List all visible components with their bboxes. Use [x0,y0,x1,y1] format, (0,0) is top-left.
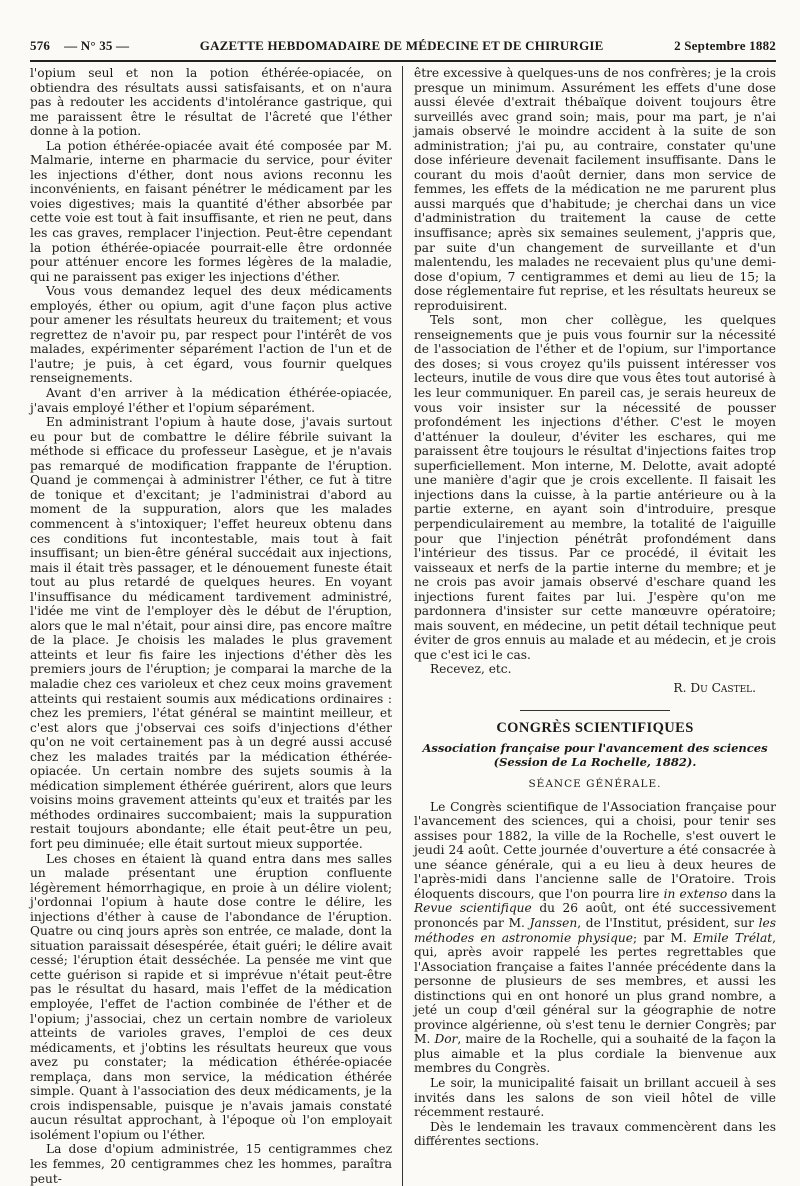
paragraph: Le Congrès scientifique de l'Association française pour l'avancement des sciences, qui a choisi, pour tenir ses assises pour 1882, la ville de la Rochelle, s'est ouvert le jeudi 24 août. Cette journée d'ouverture a été consacrée à une séance générale, qui a eu lieu à deux heures de l'après-midi dans l'ancienne salle de l'Oratoire. Trois éloquents discours, que l'on pourra lire in extenso dans la Revue scientifique du 26 août, ont été successivement prononcés par M. Janssen, de l'Institut, président, sur les méthodes en astronomie physique; par M. Emile Trélat, qui, après avoir rappelé les pertes regrettables que l'Association française a faites l'année précédente dans la personne de plusieurs de ses membres, et aussi les distinctions qui en ont honoré un plus grand nombre, a jeté un coup d'œil général sur la géographie de notre province algérienne, où s'est tenu le dernier Congrès; par M. Dor, maire de la Rochelle, qui a souhaité de la façon la plus aimable et la plus cordiale la bienvenue aux membres du Congrès. [414,799,777,1076]
paragraph: Recevez, etc. [430,662,512,677]
right-column [403,66,776,1186]
paragraph: La potion éthérée-opiacée avait été composée par M. Malmarie, interne en pharmacie du service, pour éviter les injections d'éther, dont nous avions reconnu les inconvénients, en faisant pénétrer le médicament par les voies digestives; mais la quantité d'éther absorbée par cette voie est tout à fait insuffisante, et rien ne peut, dans les cas graves, remplacer l'injection. Peut-être cependant la potion éthérée-opiacée pourrait-elle être ordonnée pour atténuer encore les formes légères de la maladie, qui ne paraissent pas exiger les injections d'éther. [30,138,392,284]
page-header [30,38,776,54]
paragraph: Dès le lendemain les travaux commencèrent dans les différentes sections. [414,1119,776,1149]
subtitle-line: Association française pour l'avancement des sciences [422,741,768,756]
paragraph: En administrant l'opium à haute dose, j'avais surtout eu pour but de combattre le délire fébrile suivant la méthode si efficace du professeur Lasègue, et je n'avais pas remarqué de modification frappante de l'éruption. Quand je commençai à administrer l'éther, ce fut à titre de tonique et d'excitant; je l'administrai d'abord au moment de la suppuration, alors que les malades commencent à s'intoxiquer; l'effet heureux obtenu dans ces conditions fut incontestable, mais tout à fait insuffisant; un bien-être général succédait aux injections, mais il était très passager, et le dénouement funeste était tout au plus retardé de quelques heures. En voyant l'insuffisance du médicament tardivement administré, l'idée me vint de l'employer dès le début de l'éruption, alors que le mal n'était, pour ainsi dire, pas encore maître de la place. Je choisis les malades le plus gravement atteints et leur fis faire les injections d'éther dès les premiers jours de l'éruption; je comparai la marche de la maladie chez ces varioleux et chez ceux moins gravement atteints qui restaient soumis aux médications ordinaires : chez les premiers, l'état général se maintint meilleur, et c'est alors que j'observai ces soifs d'injections d'éther qu'on ne voit certainement pas à un degré aussi accusé chez les malades traités par la médication éthérée-opiacée. Un certain nombre des sujets soumis à la médication simplement éthérée guérirent, alors que leurs voisins moins gravement atteints qu'eux et traités par les méthodes ordinaires succombaient; mais la suppuration restait toujours abondante; elle était peut-être un peu, fort peu diminuée; elle était surtout mieux supportée. [30,415,392,851]
publication-title: GAZETTE HEBDOMADAIRE DE MÉDECINE ET DE CHIRURGIE [199,38,604,53]
paragraph: Tels sont, mon cher collègue, les quelques renseignements que je puis vous fournir sur la nécessité de l'association de l'éther et de l'opium, sur l'importance des doses; si vous croyez qu'ils puissent intéresser vos lecteurs, inutile de vous dire que vous êtes tout autorisé à les leur communiquer. En pareil cas, je serais heureux de vous voir insister sur la nécessité de pousser profondément les injections d'éther. C'est le moyen d'atténuer la douleur, d'éviter les eschares, qui me paraissent être toujours le résultat d'injections faites trop superficiellement. Mon interne, M. Delotte, avait adopté une manière d'agir que je crois excellente. Il faisait les injections dans la cuisse, à la partie antérieure ou à la partie externe, en ayant soin d'introduire, presque perpendiculairement au membre, la totalité de l'aiguille pour que l'injection pénétrât profondément dans l'intérieur des tissus. Par ce procédé, il évitait les vaisseaux et nerfs de la partie interne du membre; et je ne crois pas avoir jamais observé d'eschare quand les injections furent faites par lui. J'espère qu'on me pardonnera d'insister sur cette manœuvre opératoire; mais souvent, en médecine, un petit détail technique peut éviter de gros ennuis au malade et au médecin, et je crois que c'est ici le cas. [414,313,776,662]
paragraph: Vous vous demandez lequel des deux médicaments employés, éther ou opium, agit d'une façon plus active pour amener les résultats heureux du traitement; et vous regrettez de n'avoir pu, par respect pour l'intérêt de vos malades, expérimenter séparément l'action de l'un et de l'autre; je puis, à cet égard, vous fournir quelques renseignements. [30,284,392,386]
session-heading: SÉANCE GÉNÉRALE. [528,778,662,791]
section-separator [520,710,670,711]
header-rule [30,60,776,62]
newspaper-page [30,38,776,1186]
paragraph: l'opium seul et non la potion éthérée-opiacée, on obtiendra des résultats aussi satisfaisants, et on n'aura pas à redouter les accidents d'intolérance gastrique, qui me paraissent être le résultat de l'âcreté que l'éther donne à la potion. [30,66,392,139]
subtitle-line: (Session de La Rochelle, 1882). [493,755,697,770]
column-divider [402,66,403,1186]
article-columns [30,66,776,1186]
paragraph: La dose d'opium administrée, 15 centigrammes chez les femmes, 20 centigrammes chez les hommes, paraîtra peut- [30,1142,392,1186]
paragraph: Avant d'en arriver à la médication éthérée-opiacée, j'avais employé l'éther et l'opium séparément. [30,386,392,415]
author-signature: R. Du Castel. [673,680,756,695]
section-title: CONGRÈS SCIENTIFIQUES [496,719,694,736]
issue-number: — N° 35 — [64,38,130,53]
left-column [30,66,403,1186]
section-subtitle [418,741,772,769]
page-number: 576 [30,38,51,53]
issue-date: 2 Septembre 1882 [674,38,776,53]
paragraph: être excessive à quelques-uns de nos confrères; je la crois presque un minimum. Assurément les effets d'une dose aussi élevée d'extrait thébaïque doivent toujours être surveillés avec grand soin; mais, pour ma part, je n'ai jamais observé le moindre accident à la suite de son administration; j'ai pu, au contraire, constater qu'une dose inférieure devenait facilement insuffisante. Dans le courant du mois d'août dernier, dans mon service de femmes, les effets de la médication ne me parurent plus aussi marqués que d'habitude; je cherchai dans un vice d'administration du traitement la cause de cette insuffisance; après six semaines seulement, j'appris que, par suite d'un changement de surveillante et d'un malentendu, les malades ne recevaient plus qu'une demi-dose d'opium, 7 centigrammes et demi au lieu de 15; la dose réglementaire fut reprise, et les résultats heureux se reproduisirent. [414,66,776,313]
paragraph: Les choses en étaient là quand entra dans mes salles un malade présentant une éruption confluente légèrement hémorrhagique, en proie à un délire violent; j'ordonnai l'opium à haute dose contre le délire, les injections d'éther à cause de l'abondance de l'éruption. Quatre ou cinq jours après son entrée, ce malade, dont la situation paraissait désespérée, était guéri; le délire avait cessé; l'éruption était desséchée. La pensée me vint que cette guérison si rapide et si imprévue n'était peut-être pas le résultat du hasard, mais l'effet de la médication employée, l'effet de l'action combinée de l'éther et de l'opium; j'associai, chez un certain nombre de varioleux atteints de varioles graves, l'emploi de ces deux médicaments, et j'obtins les résultats heureux que vous avez pu constater; la médication éthérée-opiacée remplaça, dans mon service, la médication éthérée simple. Quant à l'association des deux médicaments, je la crois indispensable, puisque je n'avais jamais constaté aucun résultat approchant, à l'époque où l'on employait isolément l'opium ou l'éther. [30,851,392,1142]
paragraph: Le soir, la municipalité faisait un brillant accueil à ses invités dans les salons de son vieil hôtel de ville récemment restauré. [414,1076,776,1120]
